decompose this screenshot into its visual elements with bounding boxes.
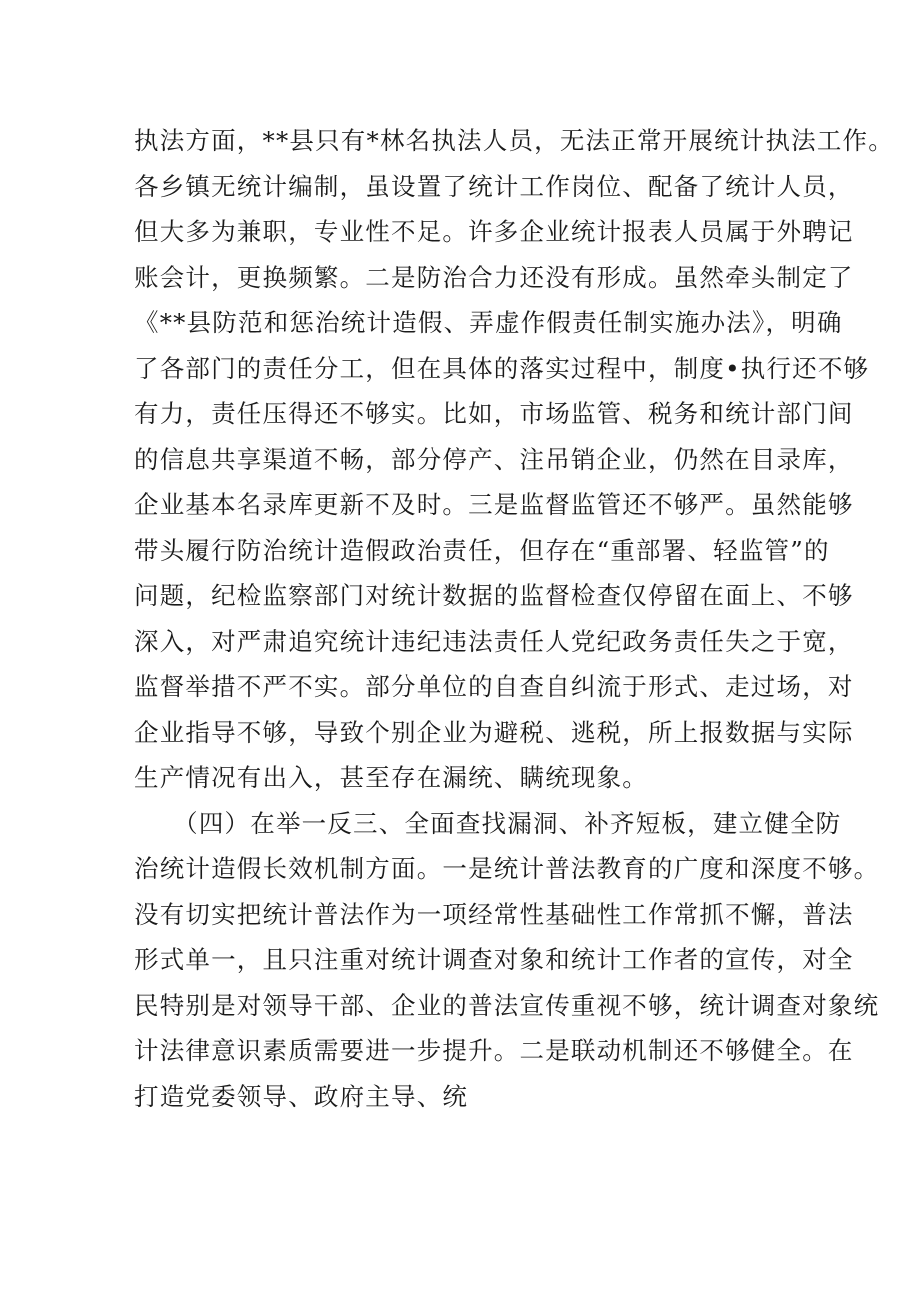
text-line: 治统计造假长效机制方面。一是统计普法教育的广度和深度不够。 [134, 854, 880, 883]
text-line: 监督举措不严不实。部分单位的自查自纠流于形式、走过场，对 [134, 672, 854, 701]
text-line: 但大多为兼职，专业性不足。许多企业统计报表人员属于外聘记 [134, 217, 854, 246]
text-line: 有力，责任压得还不够实。比如，市场监管、税务和统计部门间 [134, 399, 854, 428]
text-line: 问题，纪检监察部门对统计数据的监督检查仅停留在面上、不够 [134, 581, 854, 610]
text-line: 打造党委领导、政府主导、统 [134, 1081, 469, 1111]
text-line: 计法律意识素质需要进一步提升。二是联动机制还不够健全。在 [134, 1036, 854, 1065]
text-line: 形式单一，且只注重对统计调查对象和统计工作者的宣传，对全 [134, 945, 854, 974]
text-line: 了各部门的责任分工，但在具体的落实过程中，制度•执行还不够 [134, 353, 870, 383]
text-line: 企业指导不够，导致个别企业为避税、逃税，所上报数据与实际 [134, 717, 854, 747]
paragraph-heading-line: （四）在举一反三、全面查找漏洞、补齐短板，建立健全防 [134, 808, 842, 838]
text-line: 《**县防范和惩治统计造假、弄虚作假责任制实施办法》，明确 [134, 308, 843, 337]
text-line: 执法方面，**县只有*林名执法人员，无法正常开展统计执法工作。 [134, 126, 894, 155]
text-line: 企业基本名录库更新不及时。三是监督监管还不够严。虽然能够 [134, 490, 854, 519]
text-line: 民特别是对领导干部、企业的普法宣传重视不够，统计调查对象统 [134, 990, 880, 1020]
text-line: 生产情况有出入，甚至存在漏统、瞒统现象。 [134, 763, 648, 792]
text-line: 各乡镇无统计编制，虽设置了统计工作岗位、配备了统计人员， [134, 171, 854, 201]
text-line: 账会计，更换频繁。二是防治合力还没有形成。虽然牵头制定了 [134, 262, 854, 292]
text-line: 的信息共享渠道不畅，部分停产、注吊销企业，仍然在目录库， [134, 444, 854, 474]
text-line: 没有切实把统计普法作为一项经常性基础性工作常抓不懈，普法 [134, 899, 854, 929]
text-line: 带头履行防治统计造假政治责任，但存在“重部署、轻监管”的 [134, 535, 830, 565]
body-text [134, 118, 894, 1119]
text-line: 深入，对严肃追究统计违纪违法责任人党纪政务责任失之于宽， [134, 626, 854, 656]
